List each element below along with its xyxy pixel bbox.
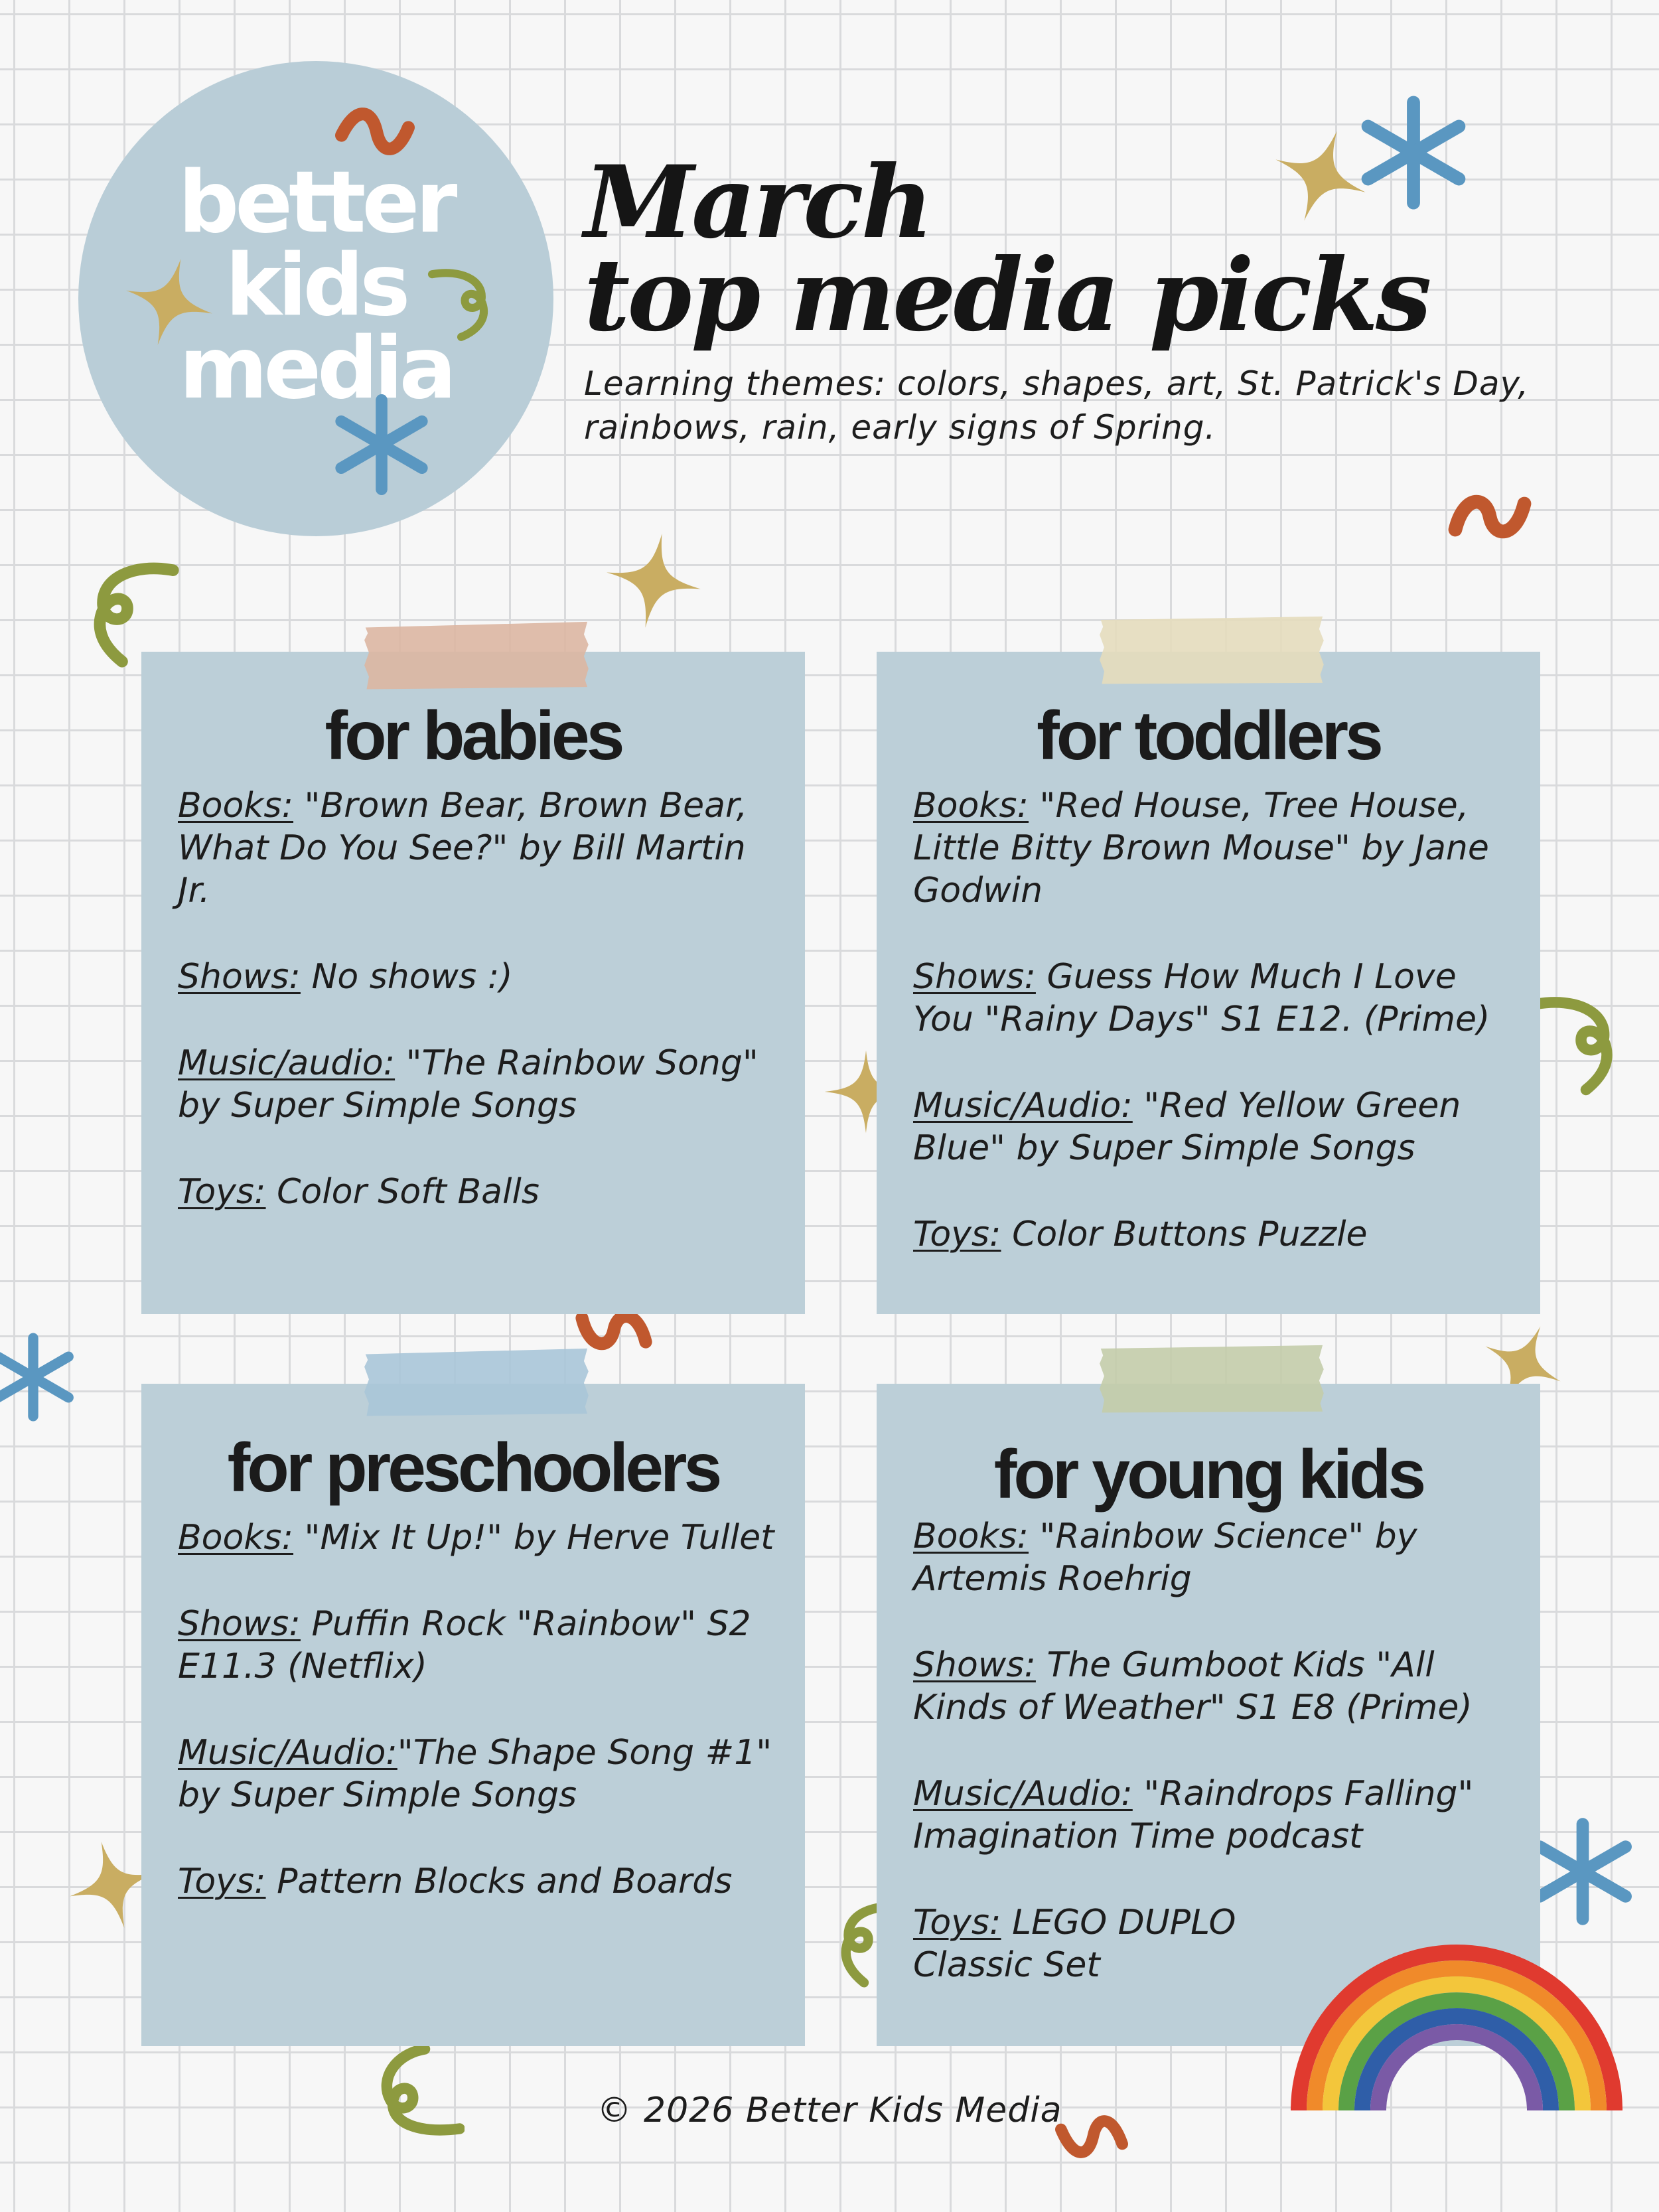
curl-icon <box>425 259 498 345</box>
entry-books <box>913 1515 1514 1600</box>
star-icon <box>604 531 703 630</box>
entry-toys <box>178 1171 778 1213</box>
entry-label: Shows: <box>178 957 301 997</box>
entry-shows <box>913 956 1514 1041</box>
learning-themes-line-1: Learning themes: colors, shapes, art, St. Patrick's Day, <box>584 364 1530 403</box>
page-title: top media picks <box>584 237 1429 354</box>
entry-text: "Mix It Up!" by Herve Tullet <box>293 1518 774 1558</box>
entry-label: Toys: <box>913 1903 1001 1943</box>
card-toddlers <box>877 652 1540 1314</box>
page-title-month: March <box>584 144 931 261</box>
entry-books <box>178 784 778 912</box>
card-title-toddlers: for toddlers <box>1037 698 1380 774</box>
asterisk-icon <box>1526 1812 1639 1931</box>
entry-toys <box>178 1860 778 1903</box>
entry-label: Music/Audio: <box>913 1774 1133 1814</box>
entry-text: Puffin Rock "Rainbow" S2 E11.3 (Netflix) <box>178 1604 751 1686</box>
entry-shows <box>178 956 778 998</box>
entry-text: LEGO DUPLO Classic Set <box>913 1903 1236 1985</box>
asterisk-icon <box>1354 93 1473 212</box>
entry-label: Books: <box>913 786 1029 826</box>
entry-label: Shows: <box>913 957 1036 997</box>
entry-text: Pattern Blocks and Boards <box>265 1862 733 1901</box>
entry-toys <box>913 1213 1514 1256</box>
entry-label: Shows: <box>178 1604 301 1644</box>
entry-label: Books: <box>913 1516 1029 1556</box>
entry-music <box>913 1084 1514 1169</box>
card-babies <box>141 652 805 1314</box>
entry-text: "Red House, Tree House, Little Bitty Brown Mouse" by Jane Godwin <box>913 786 1489 911</box>
logo-text-kids: kids <box>225 236 407 335</box>
entry-text: "Brown Bear, Brown Bear, What Do You See?" by Bill Martin Jr. <box>178 786 748 911</box>
entry-shows <box>913 1644 1514 1729</box>
card-preschoolers <box>141 1384 805 2046</box>
squiggle-icon <box>319 100 431 179</box>
entry-text: Color Soft Balls <box>265 1172 540 1212</box>
card-body-preschoolers <box>178 1516 778 1947</box>
asterisk-icon <box>0 1321 80 1434</box>
curl-icon <box>1526 982 1626 1102</box>
learning-themes-line-2: rainbows, rain, early signs of Spring. <box>584 408 1216 447</box>
tape-young-kids <box>1080 1341 1342 1415</box>
star-icon <box>123 256 216 348</box>
entry-text: Guess How Much I Love You "Rainy Days" S1 E12. (Prime) <box>913 957 1490 1039</box>
entry-text: No shows :) <box>300 957 513 997</box>
entry-text: The Gumboot Kids "All Kinds of Weather" S1 E8 (Prime) <box>913 1645 1473 1728</box>
entry-label: Toys: <box>913 1215 1001 1254</box>
rainbow-icon <box>1284 1938 1629 2110</box>
entry-shows <box>178 1603 778 1688</box>
entry-text: "Raindrops Falling" Imagination Time podcast <box>913 1774 1474 1856</box>
entry-music <box>178 1042 778 1127</box>
entry-text: "The Shape Song #1" by Super Simple Songs <box>178 1733 772 1815</box>
entry-label: Shows: <box>913 1645 1036 1685</box>
card-title-babies: for babies <box>325 698 622 774</box>
logo-text-better: better <box>178 153 454 252</box>
tape-toddlers <box>1080 612 1342 686</box>
entry-label: Toys: <box>178 1172 266 1212</box>
asterisk-icon <box>328 392 435 498</box>
copyright: © 2026 Better Kids Media <box>597 2091 1062 2130</box>
tape-babies <box>345 617 607 692</box>
entry-label: Music/Audio: <box>178 1733 397 1773</box>
entry-music <box>178 1732 778 1816</box>
squiggle-icon <box>1440 478 1540 564</box>
card-title-young-kids: for young kids <box>993 1436 1423 1513</box>
entry-music <box>913 1773 1514 1858</box>
entry-text: "Rainbow Science" by Artemis Roehrig <box>913 1516 1417 1599</box>
card-body-toddlers <box>913 784 1514 1299</box>
entry-label: Music/Audio: <box>913 1086 1133 1126</box>
entry-text: "The Rainbow Song" by Super Simple Songs <box>178 1043 758 1126</box>
entry-label: Books: <box>178 1518 294 1558</box>
entry-books <box>913 784 1514 912</box>
entry-label: Music/audio: <box>178 1043 396 1083</box>
learning-themes <box>584 362 1553 449</box>
card-title-preschoolers: for preschoolers <box>227 1430 719 1507</box>
entry-label: Books: <box>178 786 294 826</box>
squiggle-icon <box>1035 2104 1148 2177</box>
entry-label: Toys: <box>178 1862 266 1901</box>
logo-text-media: media <box>179 319 453 418</box>
card-body-babies <box>178 784 778 1257</box>
entry-text: "Red Yellow Green Blue" by Super Simple Songs <box>913 1086 1461 1168</box>
tape-preschoolers <box>345 1344 607 1418</box>
entry-text: Color Buttons Puzzle <box>1001 1215 1368 1254</box>
entry-books <box>178 1516 778 1559</box>
